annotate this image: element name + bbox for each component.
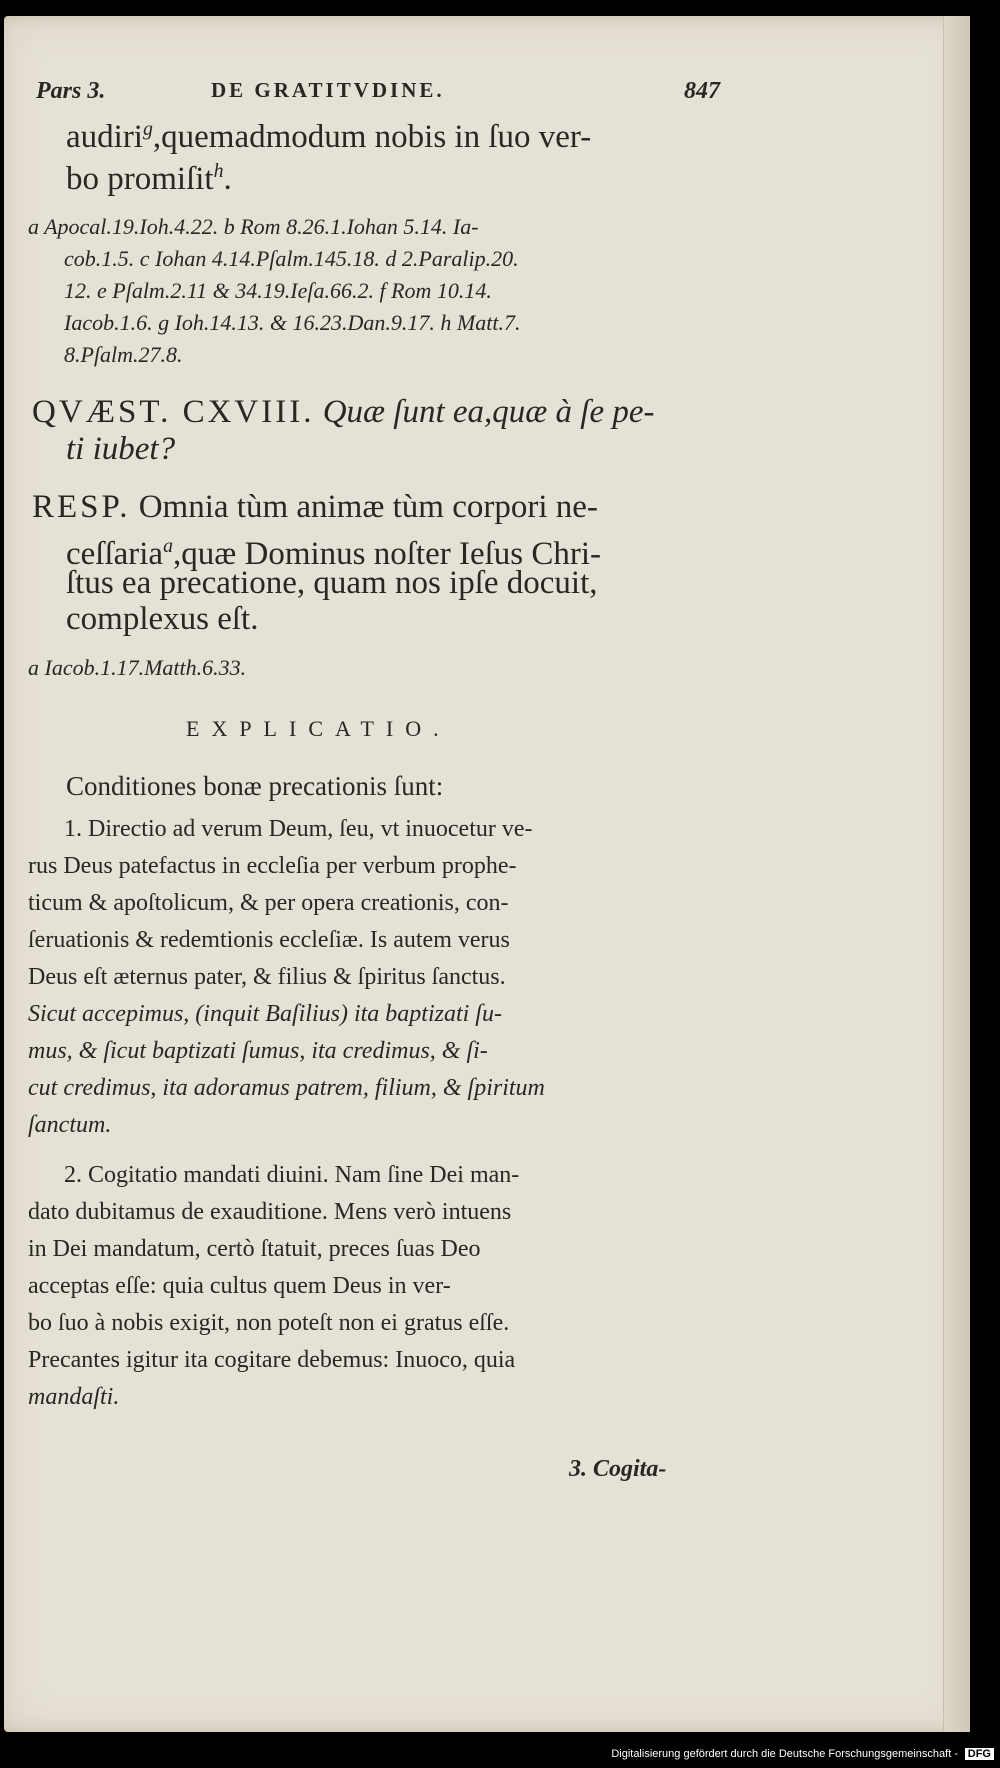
footnote-marker: a bbox=[163, 535, 173, 557]
page-edge bbox=[943, 16, 970, 1732]
paragraph-2-line: acceptas eſſe: quia cultus quem Deus in ver- bbox=[28, 1273, 451, 1299]
paragraph-2-line: dato dubitamus de exauditione. Mens verò intuens bbox=[28, 1199, 512, 1225]
note-line: Iacob.1.6. g Ioh.14.13. & 16.23.Dan.9.17. h Matt.7. bbox=[64, 310, 521, 335]
paragraph-1-line: ticum & apoſtolicum, & per opera creationis, con- bbox=[28, 890, 509, 916]
explicatio-heading: EXPLICATIO. bbox=[186, 716, 451, 741]
dfg-logo: DFG bbox=[965, 1748, 994, 1760]
response-line-4: complexus eſt. bbox=[66, 601, 259, 637]
paragraph-1-line: Deus eſt æternus pater, & filius & ſpiritus ſanctus. bbox=[28, 964, 506, 990]
response-label: RESP. bbox=[32, 489, 131, 525]
response-text: Omnia tùm animæ tùm corpori ne- bbox=[138, 489, 598, 525]
header-part: Pars 3. bbox=[36, 78, 106, 104]
digitization-credit: Digitalisierung gefördert durch die Deutsche Forschungsgemeinschaft - bbox=[611, 1748, 958, 1760]
paragraph-1-line: ſanctum. bbox=[28, 1112, 112, 1138]
conditions-heading: Conditiones bonæ precationis ſunt: bbox=[66, 771, 444, 801]
paragraph-1-line: rus Deus patefactus in eccleſia per verbum prophe- bbox=[28, 853, 517, 879]
response-text: ,quæ Dominus noſter Ieſus Chri- bbox=[172, 536, 602, 572]
paragraph-1-line: ſeruationis & redemtionis eccleſiæ. Is autem verus bbox=[28, 927, 510, 953]
question-line-1 bbox=[32, 391, 655, 433]
catchword: 3. Cogita- bbox=[569, 1456, 667, 1482]
top-text-word: audiri bbox=[66, 119, 143, 155]
header-title: DE GRATITVDINE. bbox=[211, 78, 445, 102]
paragraph-2-line: in Dei mandatum, certò ſtatuit, preces ſuas Deo bbox=[28, 1236, 481, 1262]
response-note: a Iacob.1.17.Matth.6.33. bbox=[28, 655, 247, 680]
paragraph-2-line: 2. Cogitatio mandati diuini. Nam ſine Dei man- bbox=[64, 1162, 520, 1188]
footnote-marker: h bbox=[213, 160, 224, 182]
paragraph-2-line: mandaſti. bbox=[28, 1384, 120, 1410]
top-text-line-2 bbox=[66, 150, 232, 200]
top-text-rest: ,quemadmodum nobis in ſuo ver- bbox=[152, 119, 592, 155]
response-text: ceſſaria bbox=[66, 536, 164, 572]
paragraph-1-line: Sicut accepimus, (inquit Baſilius) ita baptizati ſu- bbox=[28, 1001, 502, 1027]
question-text: Quæ ſunt ea,quæ à ſe pe- bbox=[322, 394, 655, 430]
note-line: cob.1.5. c Iohan 4.14.Pſalm.145.18. d 2.Paralip.20. bbox=[64, 246, 519, 271]
response-line-1 bbox=[32, 486, 598, 528]
question-line-2: ti iubet? bbox=[66, 431, 176, 467]
question-label: QVÆST. CXVIII. bbox=[32, 394, 315, 430]
paragraph-1-line: mus, & ſicut baptizati ſumus, ita credimus, & ſi- bbox=[28, 1038, 488, 1064]
paragraph-2-line: Precantes igitur ita cogitare debemus: Inuoco, quia bbox=[28, 1347, 516, 1373]
top-text-rest: . bbox=[223, 161, 232, 197]
book-page bbox=[4, 16, 970, 1732]
paragraph-1-line: 1. Directio ad verum Deum, ſeu, vt inuocetur ve- bbox=[64, 816, 533, 842]
page-number: 847 bbox=[684, 78, 720, 104]
paragraph-2-line: bo ſuo à nobis exigit, non poteſt non ei gratus eſſe. bbox=[28, 1310, 510, 1336]
note-line: 12. e Pſalm.2.11 & 34.19.Ieſa.66.2. f Rom 10.14. bbox=[64, 278, 492, 303]
response-line-3: ſtus ea precatione, quam nos ipſe docuit, bbox=[66, 565, 598, 601]
paragraph-1-line: cut credimus, ita adoramus patrem, filium, & ſpiritum bbox=[28, 1075, 545, 1101]
note-line: a Apocal.19.Ioh.4.22. b Rom 8.26.1.Iohan 5.14. Ia- bbox=[28, 214, 479, 239]
top-text-word: bo promiſit bbox=[66, 161, 214, 197]
note-line: 8.Pſalm.27.8. bbox=[64, 342, 183, 367]
footnote-marker: g bbox=[142, 118, 153, 140]
